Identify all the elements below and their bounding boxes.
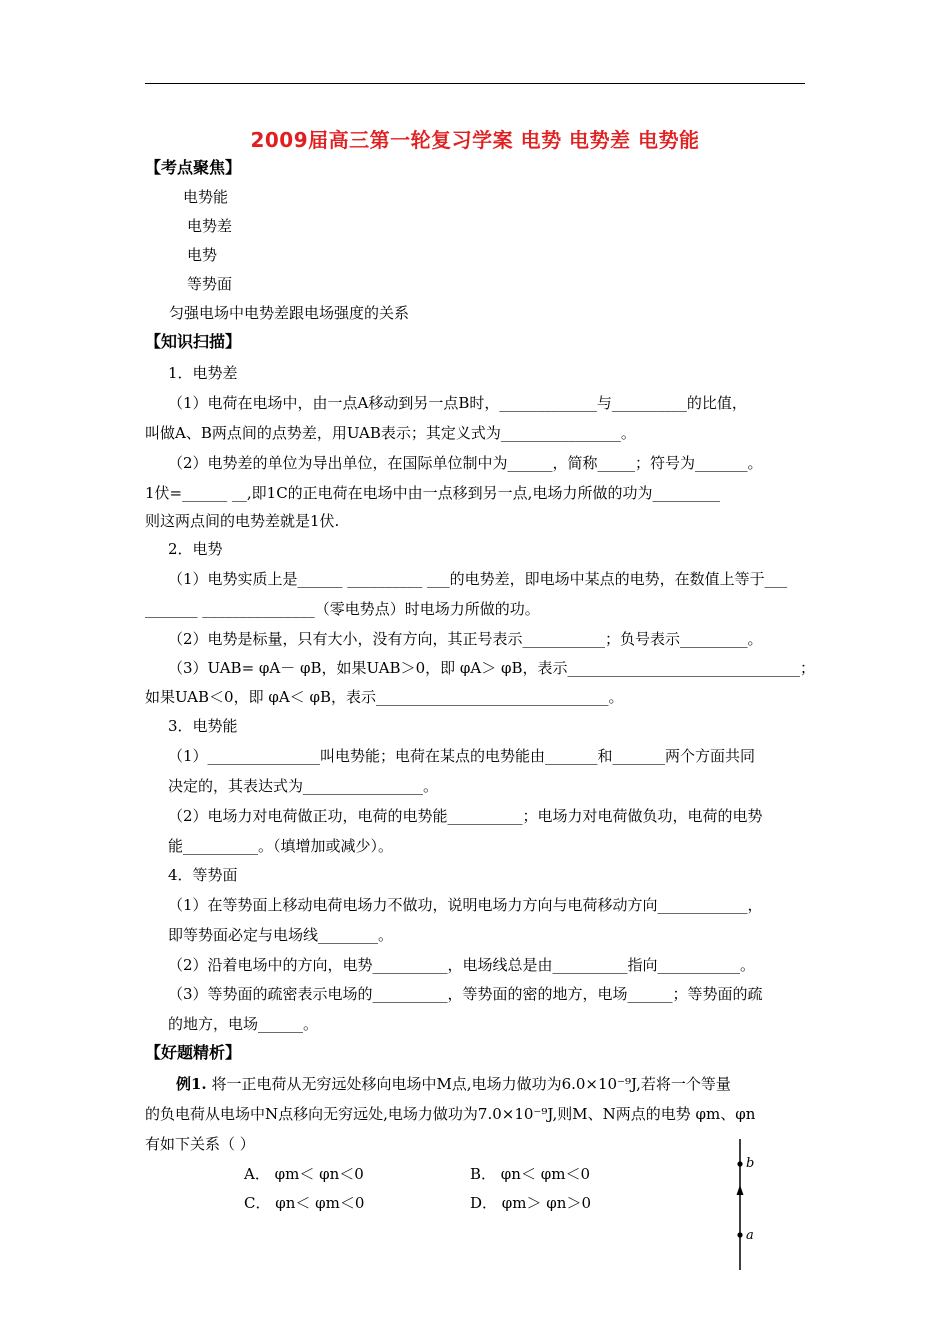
focus-item: 匀强电场中电势差跟电场强度的关系 — [169, 304, 410, 322]
text-line: 的地方，电场______。 — [168, 1015, 319, 1033]
focus-item: 电势 — [187, 246, 218, 264]
text-line: （1）_______________叫电势能；电荷在某点的电势能由_______和_______两个方面共同 — [168, 747, 756, 765]
text-line: 3．电势能 — [168, 717, 238, 735]
text-line: （2）电势差的单位为导出单位，在国际单位制中为______，简称_____；符号为_______。 — [168, 454, 763, 472]
option-b: B． φn＜ φm＜0 — [470, 1165, 590, 1183]
example-1-line3: 有如下关系（ ） — [145, 1135, 255, 1153]
electric-field-line-figure — [722, 1137, 768, 1272]
text-line: （2）电势是标量，只有大小，没有方向，其正号表示___________；负号表示_________。 — [168, 630, 763, 648]
text-line: 2．电势 — [168, 540, 223, 558]
top-rule — [145, 83, 805, 84]
section-examples-heading: 【好题精析】 — [145, 1043, 242, 1062]
text-line: （1）在等势面上移动电荷电场力不做功，说明电场力方向与电荷移动方向____________， — [168, 896, 763, 914]
page-title: 2009届高三第一轮复习学案 电势 电势差 电势能 — [250, 128, 700, 152]
text-line: （2）电场力对电荷做正功，电荷的电势能__________；电场力对电荷做负功，电荷的电势 — [168, 807, 763, 825]
text-line: 1伏=______ __,即1C的正电荷在电场中由一点移到另一点,电场力所做的功为_________ — [145, 484, 720, 502]
label-b: b — [746, 1156, 755, 1171]
text-line: _______ _______________（零电势点）时电场力所做的功。 — [145, 600, 540, 618]
section-focus-heading: 【考点聚焦】 — [145, 158, 242, 177]
focus-item: 电势能 — [183, 188, 229, 206]
arrow-up-icon — [737, 1185, 744, 1195]
text-line: 则这两点间的电势差就是1伏. — [145, 512, 340, 530]
point-b — [737, 1161, 742, 1166]
text-line: （3）等势面的疏密表示电场的__________，等势面的密的地方，电场______；等势面的疏 — [168, 985, 763, 1003]
example-1-text — [176, 1073, 731, 1095]
label-a: a — [746, 1228, 754, 1243]
focus-item: 等势面 — [187, 275, 233, 293]
text-line: （2）沿着电场中的方向，电势__________，电场线总是由__________指向___________。 — [168, 956, 756, 974]
option-c: C． φn＜ φm＜0 — [244, 1194, 365, 1212]
example-1-label: 例1. — [176, 1075, 207, 1093]
text-line: 4．等势面 — [168, 866, 238, 884]
text-line: 如果UAB＜0，即 φA＜ φB，表示_______________________________。 — [145, 688, 624, 706]
text-line: 决定的，其表达式为________________。 — [168, 777, 439, 795]
focus-item: 电势差 — [187, 217, 233, 235]
text-line: （1）电荷在电场中，由一点A移动到另一点B时，_____________与__________的比值， — [168, 394, 747, 412]
text-line: 即等势面必定与电场线________。 — [168, 926, 394, 944]
example-1-line2: 的负电荷从电场中N点移向无穷远处,电场力做功为7.0×10⁻⁹J,则M、N两点的电势 φm、φn — [145, 1105, 756, 1123]
option-d: D． φm＞ φn＞0 — [470, 1194, 591, 1212]
option-a: A． φm＜ φn＜0 — [244, 1165, 364, 1183]
text-line: 叫做A、B两点间的点势差，用UAB表示；其定义式为________________。 — [145, 424, 636, 442]
text-line: 1．电势差 — [168, 364, 238, 382]
section-scan-heading: 【知识扫描】 — [145, 332, 242, 351]
example-1-line1: 将一正电荷从无穷远处移向电场中M点,电场力做功为6.0×10⁻⁹J,若将一个等量 — [206, 1075, 731, 1093]
point-a — [737, 1232, 742, 1237]
text-line: 能__________。（填增加或减少）。 — [168, 837, 394, 855]
text-line: （1）电势实质上是______ __________ ___的电势差，即电场中某点的电势，在数值上等于___ — [168, 570, 788, 588]
text-line: （3）UAB= φA－ φB，如果UAB＞0，即 φA＞ φB，表示_______________________________； — [168, 659, 816, 677]
